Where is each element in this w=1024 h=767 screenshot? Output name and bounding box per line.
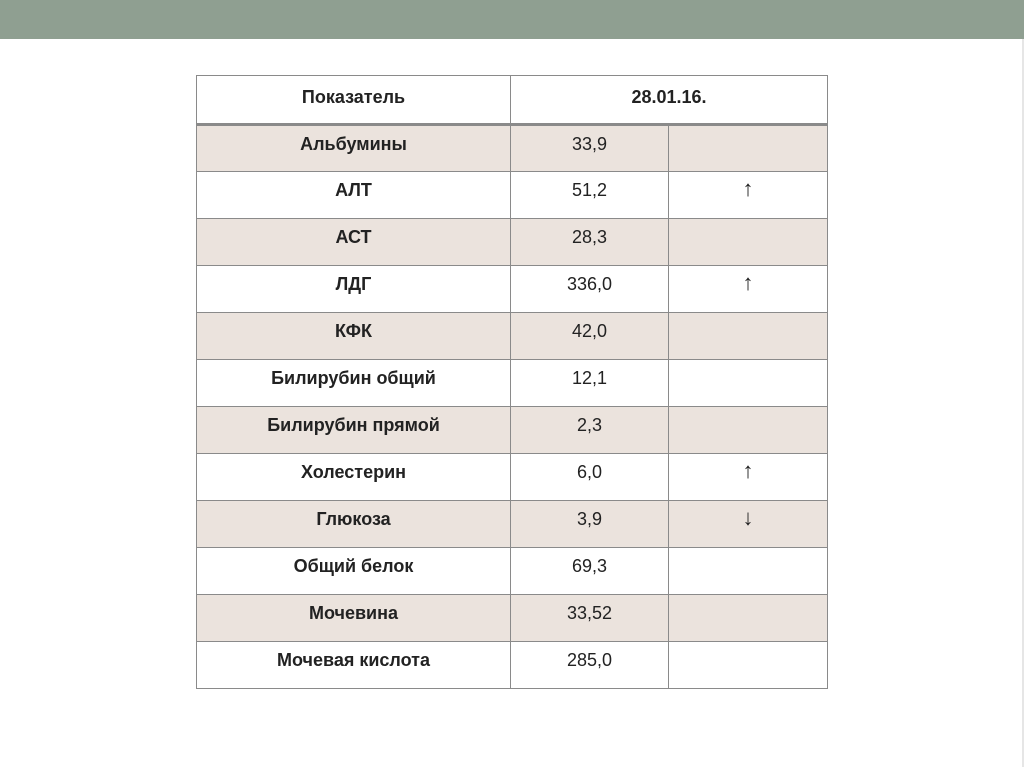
row-value: 28,3 [511, 219, 669, 266]
table-row [197, 266, 828, 313]
row-flag [669, 407, 828, 454]
row-flag [669, 642, 828, 689]
table-row [197, 595, 828, 642]
row-name: Холестерин [197, 454, 511, 501]
arrow-up-icon: ↑ [669, 172, 828, 219]
row-name: Общий белок [197, 548, 511, 595]
arrow-up-icon: ↑ [669, 266, 828, 313]
arrow-up-icon: ↑ [669, 454, 828, 501]
row-value: 336,0 [511, 266, 669, 313]
row-value: 33,52 [511, 595, 669, 642]
table-row [197, 172, 828, 219]
row-name: Билирубин общий [197, 360, 511, 407]
row-value: 51,2 [511, 172, 669, 219]
row-name: Глюкоза [197, 501, 511, 548]
row-name: Мочевая кислота [197, 642, 511, 689]
row-value: 33,9 [511, 125, 669, 172]
table-row [197, 313, 828, 360]
row-value: 2,3 [511, 407, 669, 454]
row-name: Билирубин прямой [197, 407, 511, 454]
row-flag [669, 595, 828, 642]
table-row [197, 219, 828, 266]
row-value: 285,0 [511, 642, 669, 689]
lab-results-table [196, 75, 828, 689]
header-indicator: Показатель [197, 76, 511, 125]
table-row [197, 642, 828, 689]
row-value: 6,0 [511, 454, 669, 501]
table-row [197, 454, 828, 501]
row-flag [669, 360, 828, 407]
table-row [197, 360, 828, 407]
row-flag [669, 548, 828, 595]
row-name: АСТ [197, 219, 511, 266]
row-value: 42,0 [511, 313, 669, 360]
table-row [197, 125, 828, 172]
table-row [197, 407, 828, 454]
table-row [197, 501, 828, 548]
row-name: АЛТ [197, 172, 511, 219]
table-header-row [197, 76, 828, 125]
row-name: Мочевина [197, 595, 511, 642]
slide-header-bar [0, 0, 1024, 39]
row-value: 69,3 [511, 548, 669, 595]
row-name: Альбумины [197, 125, 511, 172]
row-flag [669, 125, 828, 172]
table-row [197, 548, 828, 595]
row-flag [669, 313, 828, 360]
arrow-down-icon: ↓ [669, 501, 828, 548]
row-value: 3,9 [511, 501, 669, 548]
row-flag [669, 219, 828, 266]
header-date: 28.01.16. [511, 76, 828, 125]
row-name: КФК [197, 313, 511, 360]
row-name: ЛДГ [197, 266, 511, 313]
row-value: 12,1 [511, 360, 669, 407]
